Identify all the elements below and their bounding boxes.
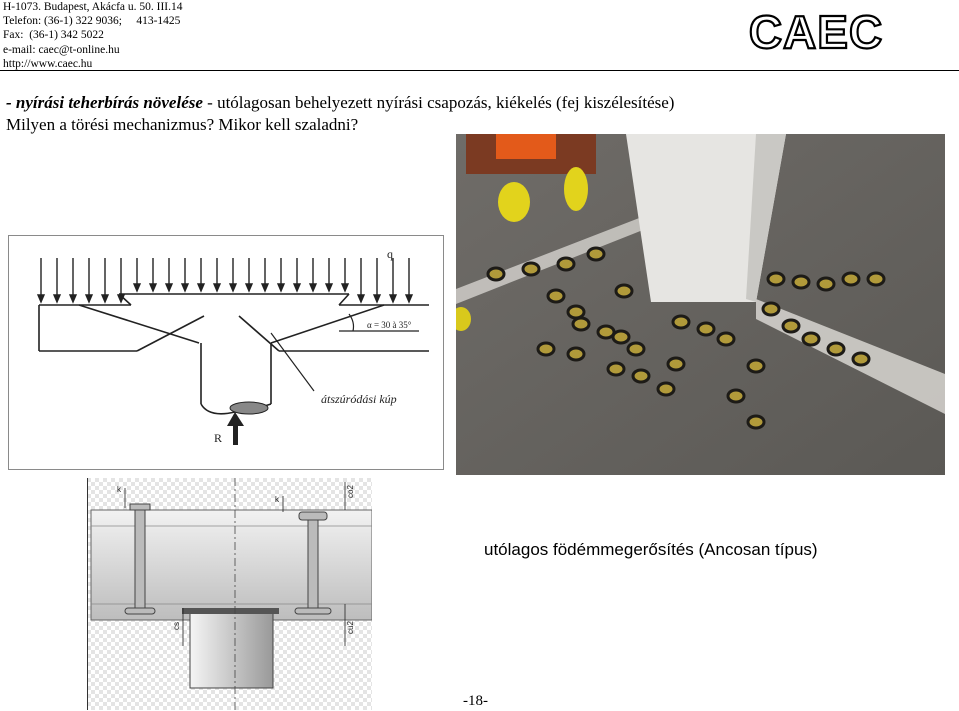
page-number: -18- <box>463 693 488 709</box>
load-arrow-head <box>198 284 204 291</box>
dowel-head <box>613 331 629 343</box>
load-arrow-head <box>134 284 140 291</box>
section-dimension-label: co2 <box>346 485 355 498</box>
load-arrow-head <box>54 295 60 302</box>
header-divider <box>0 70 959 71</box>
heading-question: Milyen a törési mechanizmus? Mikor kell szaladni? <box>6 115 359 134</box>
dowel-head <box>658 383 674 395</box>
dowel-head <box>793 276 809 288</box>
dowel-head <box>818 278 834 290</box>
heading-bold: - nyírási teherbírás növelése <box>6 93 203 112</box>
reaction-label: R <box>214 431 223 445</box>
dowel-head <box>523 263 539 275</box>
load-arrow-head <box>102 295 108 302</box>
dowel-head <box>843 273 859 285</box>
contact-block <box>3 0 183 71</box>
dowel-head <box>783 320 799 332</box>
dowel-head <box>538 343 554 355</box>
load-arrow-head <box>278 284 284 291</box>
dowel-head <box>748 360 764 372</box>
dowel-head <box>803 333 819 345</box>
load-arrow-head <box>246 284 252 291</box>
load-arrow-head <box>38 295 44 302</box>
load-arrow-head <box>86 295 92 302</box>
load-arrow-head <box>166 284 172 291</box>
dowel-head <box>673 316 689 328</box>
email-text: e-mail: caec@t-online.hu <box>3 43 120 56</box>
load-arrow-head <box>182 284 188 291</box>
load-label: q <box>387 247 393 261</box>
dowel-head <box>748 416 764 428</box>
load-arrow-head <box>326 284 332 291</box>
load-arrow-head <box>342 284 348 291</box>
dowel-section-diagram <box>87 478 372 710</box>
dowel-head <box>828 343 844 355</box>
section-dimension-label: k <box>275 495 279 504</box>
dowel-head <box>868 273 884 285</box>
load-arrow-head <box>406 295 412 302</box>
dowel-head <box>668 358 684 370</box>
dowel-head <box>616 285 632 297</box>
load-arrow-head <box>358 295 364 302</box>
section-dimension-label: cu2 <box>346 621 355 634</box>
dowel-head <box>728 390 744 402</box>
load-arrow-head <box>390 295 396 302</box>
phone-text: Telefon: (36-1) 322 9036; 413-1425 <box>3 15 181 28</box>
logo-text: CAEC <box>748 6 884 56</box>
address-text: H-1073. Budapest, Akácfa u. 50. III.14 <box>3 1 183 13</box>
dowel-head <box>488 268 504 280</box>
dowel-head <box>698 323 714 335</box>
load-arrow-head <box>70 295 76 302</box>
angle-label: α = 30 à 35° <box>367 320 412 330</box>
dowel-head <box>548 290 564 302</box>
load-arrow-head <box>374 295 380 302</box>
dowel-head <box>568 348 584 360</box>
load-arrow-head <box>150 284 156 291</box>
load-arrow-head <box>262 284 268 291</box>
web-link[interactable]: http://www.caec.hu <box>3 57 93 70</box>
load-arrow-head <box>310 284 316 291</box>
page-heading <box>6 92 674 136</box>
dowel-head <box>558 258 574 270</box>
figure-caption: utólagos födémmegerősítés (Ancosan típus) <box>484 540 818 559</box>
dowel-head <box>718 333 734 345</box>
fax-text: Fax: (36-1) 342 5022 <box>3 29 104 42</box>
punching-cone-diagram <box>8 235 444 470</box>
dowel-head <box>628 343 644 355</box>
dowel-head <box>608 363 624 375</box>
section-dimension-label: cs <box>172 622 181 630</box>
dowel-installation-photo <box>456 134 945 475</box>
dowel-head <box>853 353 869 365</box>
heading-rest: - utólagosan behelyezett nyírási csapozás, kiékelés (fej kiszélesítése) <box>202 93 675 112</box>
dowel-head <box>633 370 649 382</box>
dowel-head <box>588 248 604 260</box>
load-arrow-head <box>294 284 300 291</box>
dowel-head <box>768 273 784 285</box>
dowel-head <box>568 306 584 318</box>
caec-logo <box>745 4 887 56</box>
load-arrow-head <box>214 284 220 291</box>
section-dimension-label: k <box>117 485 121 494</box>
dowel-head <box>763 303 779 315</box>
cone-label: átszúródási kúp <box>321 392 397 406</box>
dowel-head <box>573 318 589 330</box>
load-arrow-head <box>230 284 236 291</box>
